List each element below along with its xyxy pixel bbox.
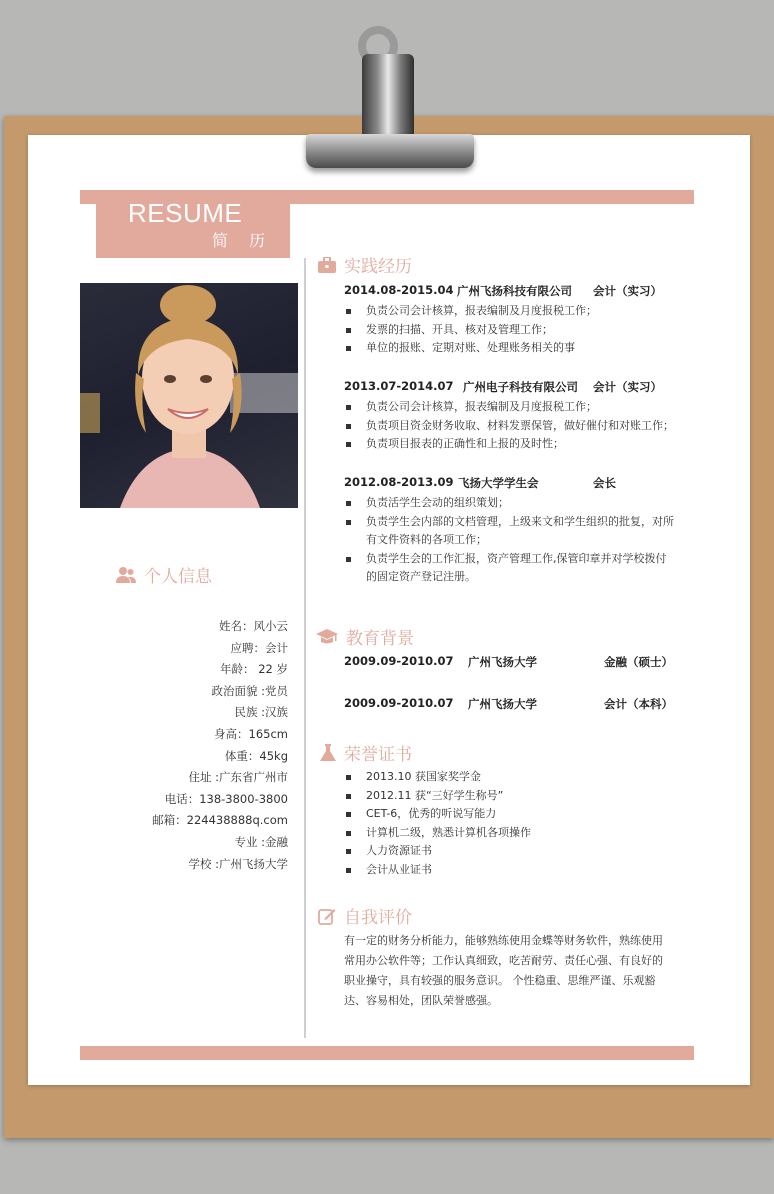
honors-heading [320, 740, 412, 765]
info-height: 身高：165cm [214, 726, 288, 741]
personal-info-heading [116, 562, 212, 587]
info-ethnicity: 民族 :汉族 [234, 705, 288, 720]
experience-entry-3-list [344, 494, 674, 587]
info-email: 邮箱：224438888q.com [152, 813, 288, 828]
portrait-illustration [80, 283, 298, 508]
entry-date: 2012.08-2013.09 [344, 475, 454, 489]
entry-date: 2009.09-2010.07 [344, 696, 454, 710]
entry-degree: 金融（硕士） [604, 655, 673, 669]
column-divider [304, 258, 306, 1038]
list-item: 发票的扫描、开具、核对及管理工作； [344, 321, 674, 340]
self-eval-heading [318, 903, 412, 928]
info-major: 专业 :金融 [234, 834, 288, 849]
entry-org: 广州飞扬科技有限公司 [457, 284, 572, 298]
list-item: 负责公司会计核算，报表编制及月度报税工作； [344, 398, 674, 417]
experience-entry-1-list [344, 302, 674, 358]
list-item: 负责公司会计核算，报表编制及月度报税工作； [344, 302, 674, 321]
entry-org: 广州电子科技有限公司 [463, 380, 578, 394]
education-heading [316, 624, 414, 649]
list-item: 2013.10 获国家奖学金 [344, 768, 674, 787]
users-icon [116, 566, 136, 584]
list-item: 负责学生会的工作汇报，资产管理工作,保管印章并对学校拨付的固定资产登记注册。 [344, 550, 674, 587]
briefcase-icon [318, 257, 336, 273]
experience-heading [318, 252, 412, 277]
profile-photo [80, 283, 298, 508]
info-age: 年龄： 22 岁 [220, 662, 288, 677]
list-item: CET-6，优秀的听说写能力 [344, 805, 674, 824]
info-address: 住址 :广东省广州市 [188, 770, 288, 785]
bottom-accent-bar [80, 1046, 694, 1060]
entry-date: 2009.09-2010.07 [344, 654, 454, 668]
entry-school: 广州飞扬大学 [468, 697, 537, 711]
clip-lever [362, 54, 414, 136]
list-item: 负责项目资金财务收取、材料发票保管，做好催付和对账工作； [344, 417, 674, 436]
entry-degree: 会计（本科） [604, 697, 673, 711]
personal-info-title: 个人信息 [144, 567, 212, 587]
list-item: 会计从业证书 [344, 861, 674, 880]
list-item: 负责活学生会动的组织策划； [344, 494, 674, 513]
entry-date: 2014.08-2015.04 [344, 283, 454, 297]
info-political: 政治面貌 :党员 [211, 683, 288, 698]
graduation-cap-icon [316, 629, 338, 645]
info-weight: 体重：45kg [224, 748, 288, 763]
honors-list [344, 768, 674, 880]
clip-base [306, 134, 474, 168]
self-eval-text: 有一定的财务分析能力，能够熟练使用金蝶等财务软件，熟练使用常用办公软件等；工作认真细致，吃苦耐劳、责任心强、有良好的职业操守，具有较强的服务意识。 个性稳重、思维严谨、乐观豁达、容易相处，团队荣誉感强。 [344, 934, 663, 1007]
entry-role: 会计（实习） [593, 284, 662, 298]
education-title: 教育背景 [346, 629, 414, 649]
experience-entry-2-list [344, 398, 674, 454]
entry-role: 会长 [593, 476, 616, 490]
edit-icon [318, 907, 336, 925]
info-position: 应聘：会计 [230, 640, 288, 655]
info-school: 学校 :广州飞扬大学 [188, 856, 288, 871]
resume-subtitle: 简 历 [212, 231, 274, 250]
entry-role: 会计（实习） [593, 380, 662, 394]
binder-clip [296, 26, 476, 176]
list-item: 人力资源证书 [344, 842, 674, 861]
entry-org: 飞扬大学学生会 [458, 476, 539, 490]
list-item: 计算机二级，熟悉计算机各项操作 [344, 824, 674, 843]
self-eval-title: 自我评价 [344, 908, 412, 928]
list-item: 负责学生会内部的文档管理，上级来文和学生组织的批复，对所有文件资料的各项工作； [344, 513, 674, 550]
info-phone: 电话：138-3800-3800 [164, 791, 288, 806]
flask-icon [320, 744, 336, 762]
experience-title: 实践经历 [344, 257, 412, 277]
list-item: 负责项目报表的正确性和上报的及时性； [344, 435, 674, 454]
entry-school: 广州飞扬大学 [468, 655, 537, 669]
resume-title: RESUME [128, 198, 243, 228]
entry-date: 2013.07-2014.07 [344, 379, 454, 393]
list-item: 单位的报账、定期对账、处理账务相关的事 [344, 339, 674, 358]
info-name: 姓名：风小云 [219, 619, 288, 633]
personal-info-list [152, 616, 288, 875]
list-item: 2012.11 获“三好学生称号” [344, 787, 674, 806]
honors-title: 荣誉证书 [344, 745, 412, 765]
